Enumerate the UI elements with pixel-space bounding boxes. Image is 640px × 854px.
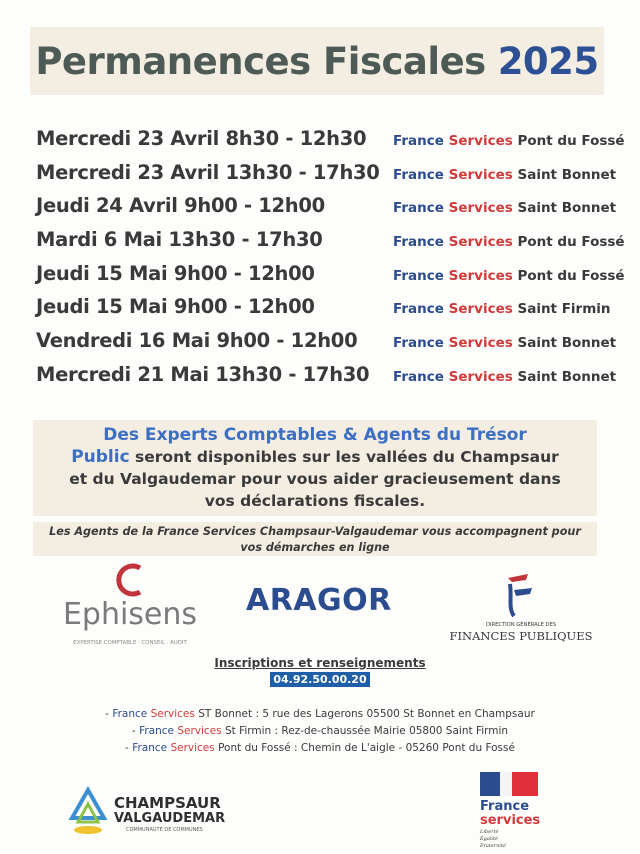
schedule-location — [393, 301, 611, 317]
address-prefix: - — [105, 708, 113, 720]
services-word: Services — [448, 368, 513, 385]
ephisens-tagline: EXPERTISE·COMPTABLE · CONSEIL · AUDIT — [73, 640, 187, 646]
schedule-location — [393, 268, 625, 284]
address-name: ST Bonnet — [198, 708, 253, 720]
marianne-flag-icon — [480, 772, 538, 796]
schedule-location — [393, 335, 616, 351]
experts-announcement — [33, 420, 597, 516]
schedule-date: Mercredi 21 Mai 13h30 - 17h30 — [36, 362, 370, 386]
services-word: Services — [448, 166, 513, 183]
experts-highlight-2: Public — [71, 447, 130, 467]
schedule-date: Jeudi 15 Mai 9h00 - 12h00 — [36, 295, 315, 319]
services-word: Services — [170, 742, 215, 754]
motto-3: Fraternité — [480, 843, 506, 849]
inscriptions-title: Inscriptions et renseignements — [214, 656, 426, 670]
schedule-row — [36, 226, 626, 260]
schedule-row — [36, 293, 626, 327]
agents-line2: vos démarches en ligne — [240, 541, 390, 554]
schedule-row — [36, 361, 626, 395]
services-word-logo: services — [480, 813, 541, 828]
aragor-logo: ARAGOR — [246, 583, 392, 618]
france-word: France — [393, 368, 444, 385]
title-main: Permanences Fiscales — [35, 39, 486, 83]
services-word: Services — [150, 708, 195, 720]
services-word: Services — [448, 335, 513, 352]
france-word: France — [112, 708, 148, 720]
schedule-row — [36, 159, 626, 193]
motto-2: Égalité — [480, 836, 498, 842]
france-word: France — [393, 301, 444, 318]
ephisens-logo — [52, 560, 202, 660]
schedule-location — [393, 369, 616, 385]
france-word: France — [393, 234, 444, 251]
france-services-logo — [478, 770, 558, 850]
experts-highlight: Des Experts Comptables & Agents du Trésor — [103, 425, 527, 445]
france-word-logo: France — [480, 799, 530, 814]
schedule-list — [36, 125, 626, 395]
motto-1: Liberté — [480, 829, 499, 835]
address-detail: : Rez-de-chaussée Mairie 05800 Saint Firmin — [271, 725, 509, 737]
france-word: France — [393, 133, 444, 149]
address-prefix: - — [125, 742, 133, 754]
location-name: Saint Bonnet — [517, 335, 617, 352]
agents-note — [33, 522, 597, 556]
champsaur-sub: COMMUNAUTÉ DE COMMUNES — [126, 827, 203, 833]
dgfip-big: FINANCES PUBLIQUES — [449, 629, 593, 643]
dgfip-logo — [446, 568, 596, 652]
address-line — [0, 740, 640, 757]
services-word: Services — [448, 267, 513, 284]
services-word: Services — [448, 234, 513, 251]
champsaur-name-2: VALGAUDEMAR — [114, 811, 226, 826]
france-word: France — [139, 725, 174, 737]
page-title — [30, 27, 604, 95]
location-name: Pont du Fossé — [517, 133, 625, 149]
france-word: France — [393, 267, 444, 284]
ephisens-mark-icon — [119, 566, 140, 594]
schedule-row — [36, 327, 626, 361]
schedule-location — [393, 234, 625, 250]
phone-number[interactable]: 04.92.50.00.20 — [270, 672, 369, 687]
schedule-row — [36, 192, 626, 226]
schedule-date: Mercredi 23 Avril 13h30 - 17h30 — [36, 160, 380, 184]
experts-text-line4: vos déclarations fiscales. — [204, 492, 426, 510]
address-prefix: - — [131, 725, 140, 737]
france-word: France — [393, 200, 444, 217]
address-name: St Firmin — [224, 725, 272, 737]
agents-line1: Les Agents de la France Services Champsaur-Valgaudemar vous accompagnent pour — [49, 525, 581, 538]
location-name: Saint Bonnet — [517, 166, 617, 183]
france-word: France — [393, 166, 444, 183]
france-word: France — [132, 742, 168, 754]
experts-text: seront disponibles sur les vallées du Champsaur — [129, 448, 559, 466]
france-word: France — [393, 335, 444, 352]
mountain-icon — [72, 790, 104, 834]
ephisens-name: Ephisens — [62, 597, 198, 632]
champsaur-valgaudemar-logo — [66, 784, 266, 844]
services-word: Services — [177, 725, 222, 737]
schedule-row — [36, 260, 626, 294]
address-line — [0, 723, 640, 740]
address-detail: : 5 rue des Lagerons 05500 St Bonnet en Champsaur — [252, 708, 535, 720]
title-year: 2025 — [497, 39, 599, 83]
experts-text-line3: et du Valgaudemar pour vous aider gracieusement dans — [69, 470, 561, 488]
location-name: Pont du Fossé — [517, 234, 625, 251]
dgfip-mark-icon — [508, 574, 532, 616]
schedule-row — [36, 125, 626, 159]
address-name: Pont du Fossé — [218, 742, 291, 754]
location-name: Saint Bonnet — [517, 368, 617, 385]
schedule-location — [393, 167, 616, 183]
services-word: Services — [448, 200, 513, 217]
schedule-date: Mardi 6 Mai 13h30 - 17h30 — [36, 228, 323, 252]
location-name: Saint Firmin — [517, 301, 611, 318]
addresses-list — [0, 706, 640, 757]
dgfip-small: DIRECTION GÉNÉRALE DES — [485, 622, 557, 628]
inscriptions — [0, 656, 640, 687]
services-word: Services — [448, 133, 513, 149]
schedule-date: Mercredi 23 Avril 8h30 - 12h30 — [36, 127, 367, 150]
address-line — [0, 706, 640, 723]
champsaur-name-1: CHAMPSAUR — [114, 794, 221, 812]
schedule-location — [393, 133, 625, 149]
address-detail: : Chemin de L'aigle - 05260 Pont du Fossé — [290, 742, 515, 754]
schedule-location — [393, 200, 616, 216]
schedule-date: Jeudi 15 Mai 9h00 - 12h00 — [36, 261, 315, 285]
location-name: Pont du Fossé — [517, 267, 625, 284]
schedule-date: Vendredi 16 Mai 9h00 - 12h00 — [36, 329, 358, 353]
schedule-date: Jeudi 24 Avril 9h00 - 12h00 — [36, 194, 325, 218]
location-name: Saint Bonnet — [517, 200, 617, 217]
services-word: Services — [448, 301, 513, 318]
